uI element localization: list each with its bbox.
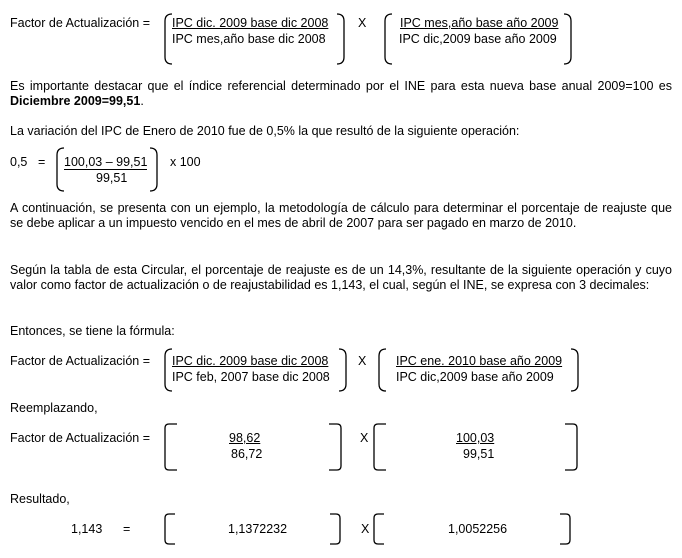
formula1-right-open-bracket — [383, 13, 393, 65]
formula3-right-denominator: IPC dic,2009 base año 2009 — [396, 370, 554, 384]
formula5-left-open-bracket — [163, 513, 177, 545]
formula4-right-numerator: 100,03 — [456, 431, 495, 445]
formula2-numerator: 100,03 – 99,51 — [64, 155, 148, 169]
formula2-lhs: 0,5 — [10, 155, 28, 169]
formula1-right-numerator: IPC mes,año base año 2009 — [400, 16, 559, 30]
formula3-right-open-bracket — [377, 348, 387, 392]
formula3-right-close-bracket — [570, 348, 580, 392]
formula2-close-bracket — [149, 147, 159, 192]
formula1-right-denominator: IPC dic,2009 base año 2009 — [399, 32, 557, 46]
formula2-multiplier: x 100 — [170, 155, 201, 169]
formula4-label: Factor de Actualización = — [10, 431, 151, 445]
formula5-left-value: 1,1372232 — [228, 522, 288, 536]
formula4-right-open-bracket — [372, 423, 388, 471]
formula2-equals: = — [38, 155, 46, 169]
paragraph-metodologia: A continuación, se presenta con un ejemplo, la metodología de cálculo para determinar el porcentaje de reajuste que se debe aplicar a un impuesto vencido en el mes de abril de 2007 para ser pagado en marzo de 2010. — [10, 201, 672, 230]
paragraph-reemplazando: Reemplazando, — [10, 401, 98, 415]
formula1-label: Factor de Actualización = — [10, 16, 151, 30]
formula5-times: X — [361, 522, 370, 536]
paragraph-tabla-circular: Según la tabla de esta Circular, el porcentaje de reajuste es de un 14,3%, resultante de la siguiente operación y cuyo valor como factor de actualización o de reajustabilidad es 1,143, el cual, según el INE, se expresa con 3 decimales: — [10, 263, 672, 292]
formula2-denominator: 99,51 — [96, 171, 128, 185]
formula5-right-close-bracket — [558, 513, 572, 545]
formula3-times: X — [358, 354, 367, 368]
formula1-times: X — [358, 16, 367, 30]
formula3-right-numerator: IPC ene. 2010 base año 2009 — [396, 354, 563, 368]
formula5-right-value: 1,0052256 — [448, 522, 508, 536]
formula3-label: Factor de Actualización = — [10, 354, 151, 368]
formula5-lhs: 1,143 — [71, 522, 103, 536]
formula4-right-close-bracket — [563, 423, 579, 471]
formula4-left-denominator: 86,72 — [231, 447, 263, 461]
formula4-left-numerator: 98,62 — [229, 431, 261, 445]
formula5-left-close-bracket — [328, 513, 342, 545]
formula1-right-close-bracket — [563, 13, 573, 65]
paragraph-resultado: Resultado, — [10, 492, 70, 506]
formula5-right-open-bracket — [372, 513, 386, 545]
formula4-right-denominator: 99,51 — [463, 447, 495, 461]
formula1-left-close-bracket — [336, 13, 346, 65]
formula5-equals: = — [123, 522, 131, 536]
paragraph-variacion-ipc: La variación del IPC de Enero de 2010 fue de 0,5% la que resultó de la siguiente operación: — [10, 124, 520, 138]
formula3-left-numerator: IPC dic. 2009 base dic 2008 — [172, 354, 329, 368]
formula4-left-close-bracket — [327, 423, 343, 471]
formula4-left-open-bracket — [163, 423, 179, 471]
formula3-left-close-bracket — [338, 348, 348, 392]
paragraph-entonces: Entonces, se tiene la fórmula: — [10, 324, 175, 338]
formula1-left-numerator: IPC dic. 2009 base dic 2008 — [172, 16, 329, 30]
formula3-left-denominator: IPC feb, 2007 base dic 2008 — [172, 370, 330, 384]
bold-diciembre-value: Diciembre 2009=99,51 — [10, 94, 141, 108]
formula1-left-denominator: IPC mes,año base dic 2008 — [172, 32, 326, 46]
paragraph-ine-base: Es importante destacar que el índice referencial determinado por el INE para esta nueva base anual 2009=100 es Diciembre 2009=99,51. — [10, 79, 672, 108]
formula4-times: X — [360, 431, 369, 445]
